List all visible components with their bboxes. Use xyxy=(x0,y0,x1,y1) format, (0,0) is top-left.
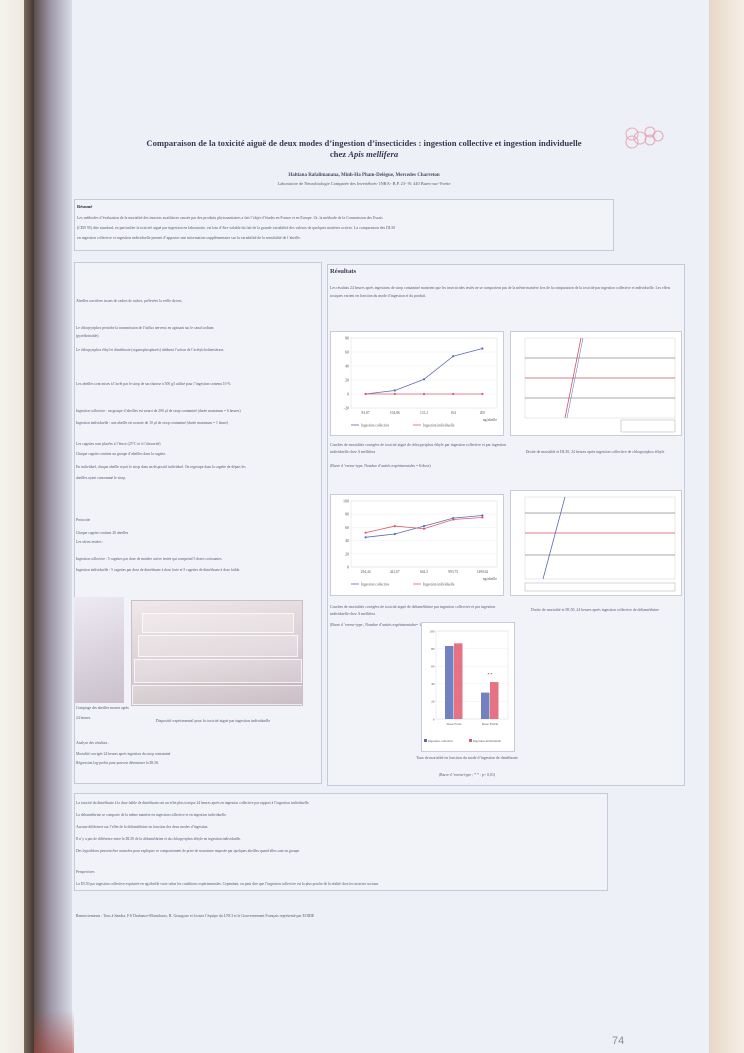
x-tick-label: 441,67 xyxy=(389,570,400,574)
analysis-line: Mortalité corrigée 24 heures après ingestion du sirop contaminé xyxy=(76,752,171,756)
abstract-label: Résumé xyxy=(77,204,93,209)
conclusion-line: Aucune différence sur l’effet de la deltaméthrine en fonction des deux modes d’ingestion. xyxy=(76,825,209,829)
y-tick-label: 80 xyxy=(345,511,349,517)
abstract-line: Les méthodes d’évaluation de la mortalité des insectes auxiliaires causée par des produits phytosanitaires a fait l’objet d’études en France et en Europe. Or, la méthode de la Commission des Essais xyxy=(77,216,383,220)
methods-line: Abeilles ouvrières issues de cadres de ruches, prélevées la veille du test. xyxy=(76,299,183,303)
legend-swatch xyxy=(469,739,472,742)
methods-line: Les abeilles sont mises à l’arrêt par le sirop de saccharose à 500 g/l utilisé pour l’ingestion contenu 10 % xyxy=(76,382,231,386)
right-page-edge xyxy=(709,0,744,1053)
title-line1: Comparaison de la toxicité aiguë de deux modes d’ingestion d’insecticides : ingestion collective et ingestion individuelle xyxy=(146,138,582,148)
y-tick-label: 0 xyxy=(347,391,349,397)
bar xyxy=(481,693,490,719)
methods-line: abeilles ayant consommé le sirop. xyxy=(76,476,126,480)
laboratory: Laboratoire de Neurobiologie Comparée des Invertébrés- INRA- B.P. 23- 91 440 Bures-sur-Yvette xyxy=(277,181,451,186)
methods-line: Ingestion individuelle : une abeille est nourrie de 10 µl de sirop contaminé (durée maximum = 1 heure) xyxy=(76,421,229,425)
data-point xyxy=(423,525,425,527)
legend-label: Ingestion collective xyxy=(361,423,390,428)
data-point xyxy=(394,389,396,391)
abstract-line: en ingestion collective et ingestion individuelle permet d’apporter une information supplémentaire sur la variabilité de la sensibilité de l’abeille. xyxy=(77,236,301,240)
analysis-line: 24 heures. xyxy=(76,716,92,720)
y-tick-label: 100 xyxy=(429,629,435,634)
data-point xyxy=(481,516,483,518)
conclusion-box xyxy=(74,793,608,891)
data-point xyxy=(423,528,425,530)
analysis-line: Comptage des abeilles mortes après xyxy=(76,706,129,710)
y-tick-label: 80 xyxy=(431,646,435,651)
title-line2: chez xyxy=(329,149,349,159)
y-tick-label: -20 xyxy=(343,405,349,411)
bar xyxy=(445,646,454,719)
x-tick-label: 662,5 xyxy=(419,570,429,574)
y-tick-label: 40 xyxy=(345,538,349,544)
data-point xyxy=(394,393,396,395)
page-gutter xyxy=(34,0,74,1053)
x-tick-label: 164 xyxy=(450,411,456,415)
authors: Haltiana Rafalimanana, Minh-Ha Pham-Delègue, Mercedes Charreton xyxy=(288,173,440,178)
chlorpyriphos-regression-chart xyxy=(510,331,682,436)
y-tick-label: 40 xyxy=(345,363,349,369)
regression2-caption: Droite de mortalité et DL50, 24 heures après ingestion collective de deltaméthrine xyxy=(531,608,659,612)
poster-title xyxy=(84,138,644,160)
methods-line: Chaque cagette contient un groupe d’abeilles dans la cagette. xyxy=(76,452,166,456)
methods-line: (pyréthrinoïde). xyxy=(76,334,100,338)
legend-label: Ingestion individuelle xyxy=(423,582,455,587)
chart1-caption: Courbes de mortalités corrigées de toxicité aiguë de chlorpyriphos éthyle par ingestion collective et par ingestion individuelle chez A mellifera xyxy=(330,443,506,454)
x-tick-label: 131,2 xyxy=(419,411,429,415)
page-number: 74 xyxy=(612,1035,625,1047)
chlorpyriphos-mortality-chart xyxy=(330,331,504,436)
chart2-caption-note: (Barre d ’erreur-type , Nombre d’unités expérimentales= 12/dose) xyxy=(330,623,433,627)
deltamethrin-regression-chart xyxy=(510,490,682,596)
regression1-caption: Droite de mortalité et DL50, 24 heures après ingestion collective de chlorpyriphos éthyle xyxy=(525,450,665,454)
x-tick-label: 294,44 xyxy=(360,570,371,574)
methods-line: En individuel, chaque abeille reçoit le sirop dans un dispositif individuel. On regroupe dans la cagette de départ les xyxy=(76,465,246,469)
abstract-line: (CEB 95) dite standard, en particulier la toxicité aiguë par ingestion en laboratoire, est loin d’être valable du fait de la grande variabilité des valeurs de quelques matières actives. La comparaison des DL50 xyxy=(77,226,396,230)
y-tick-label: 60 xyxy=(345,524,349,530)
data-point xyxy=(394,533,396,535)
methods-line: Les cagettes sont placées à l’étuve (25°C et à l’obscurité) xyxy=(76,442,161,446)
deltamethrin-mortality-chart xyxy=(330,494,504,596)
chart1-caption-note: (Barre d ’erreur-type, Nombre d’unités expérimentales = 6/dose) xyxy=(330,464,431,468)
legend-label: Ingestion collective xyxy=(361,582,390,587)
conclusion-line: La deltaméthrine se comporte de la même manière en ingestion collective et en ingestion individuelle. xyxy=(76,813,227,817)
data-point xyxy=(423,378,425,380)
legend-label: Ingestion individuelle xyxy=(473,739,501,743)
page-corner-shadow xyxy=(34,1010,74,1053)
dimethoate-mortality-bar-chart xyxy=(421,622,515,752)
conclusion-line: La DL50 par ingestion collective exprimée en ng/abeille varie selon les conditions expérimentales. Cependant, on peut dire que l’ingestion collective est la plus proche de la réalité chez les insectes sociaux. xyxy=(76,882,380,886)
y-tick-label: 20 xyxy=(431,699,435,704)
data-point xyxy=(481,514,483,516)
methods-line: Le chlorpyriphos perturbe la transmission de l’influx nerveux en agissant sur le canal sodium xyxy=(76,326,214,330)
conclusion-line: Il n’y a pas de différence entre la DL50 de la deltaméthrine et du chlorpyriphos éthyle en ingestion individuelle. xyxy=(76,837,242,841)
photo-caption: Dispositif expérimental pour la toxicité aiguë par ingestion individuelle xyxy=(155,718,271,723)
x-tick-label: 993,75 xyxy=(448,570,459,574)
bee-logo-icon xyxy=(620,124,672,154)
x-tick-label: 205 xyxy=(479,411,486,415)
conclusion-line: Perspectives xyxy=(76,870,95,874)
chart2-caption: Courbes de mortalités corrigées de toxicité aiguë de deltaméthrine par ingestion collective et par ingestion individuelle chez A mellifera xyxy=(330,605,496,616)
data-point xyxy=(365,532,367,534)
title-species: Apis mellifera xyxy=(348,149,399,159)
legend-label: Ingestion collective xyxy=(428,739,454,743)
y-tick-label: 40 xyxy=(431,682,435,687)
bar xyxy=(490,682,499,719)
bar xyxy=(454,643,463,719)
chart3-caption: Taux de mortalité en fonction du mode d’ingestion de diméthoate xyxy=(416,756,518,760)
methods-line: Chaque cagette contient 20 abeilles xyxy=(76,531,129,535)
y-tick-label: 0 xyxy=(432,717,435,722)
x-tick-label: 83,87 xyxy=(361,411,370,415)
plot-area xyxy=(351,338,497,408)
analysis-line: Régression log-probit pour pouvoir déterminer la DL50. xyxy=(76,761,160,765)
y-tick-label: 20 xyxy=(345,551,349,557)
data-point xyxy=(365,393,367,395)
data-point xyxy=(423,393,425,395)
data-point xyxy=(394,525,396,527)
methods-line: Ingestion individuelle : 5 cagettes par dose de diméthoate à dose forte et 5 cagettes de diméthoate à dose faible. xyxy=(76,568,241,572)
data-point xyxy=(452,393,454,395)
y-tick-label: 100 xyxy=(343,498,349,504)
results-text: Les résultats 24 heures après ingestions de sirop contaminé montrent que les insecticides testés ne se comportent pas de la même manière lors de la comparaison de la toxicité par ingestion collective et individuelle. Les effets toxiques varient en fonction du mode d’ingestion et du produit. xyxy=(330,286,671,299)
abstract-box xyxy=(74,199,614,251)
x-tick-label: Dose Faible xyxy=(481,722,499,726)
methods-line: Les séries testées : xyxy=(76,540,104,544)
experimental-setup-photo xyxy=(131,600,303,706)
methods-line: Ingestion collective : un groupe d’abeilles est nourri de 200 µl de sirop contaminé (durée maximum = 6 heures) xyxy=(76,409,241,413)
y-tick-label: 60 xyxy=(345,349,349,355)
x-tick-label: 1490,62 xyxy=(476,570,489,574)
x-tick-label: Dose Forte xyxy=(446,722,462,726)
data-point xyxy=(481,393,483,395)
abstract-text xyxy=(77,213,607,243)
conclusion-line: La toxicité du diméthoate à la dose faible de diméthoate ont un effet plus toxique 24 heures après en ingestion collective par rapport à l’ingestion individuelle. xyxy=(76,801,310,805)
chart3-caption-note: (Barre d ’erreur-type ; * * : p< 0,01) xyxy=(438,773,496,777)
methods-line: Le chlorpyriphos éthyl et diméthoate (organophosphorés) inhibent l’action de l’acétylcholinestérase. xyxy=(76,348,225,352)
x-tick-label: 104,86 xyxy=(389,411,400,415)
y-tick-label: 60 xyxy=(431,664,435,669)
x-axis-label: ng/abeille xyxy=(482,577,497,581)
data-point xyxy=(365,536,367,538)
data-point xyxy=(452,355,454,357)
legend-swatch xyxy=(424,739,427,742)
y-tick-label: 20 xyxy=(345,377,349,383)
plot-area xyxy=(351,501,497,567)
x-axis-label: ng/abeille xyxy=(482,418,497,422)
y-tick-label: 0 xyxy=(347,564,349,570)
conclusion-line: Des hypothèses peuvent être avancées pour expliquer ce comportement de prise de nourriture imposée par quelques abeilles quand elles sont en groupe. xyxy=(76,849,301,853)
setup-photo-fragment xyxy=(74,597,124,703)
y-tick-label: 80 xyxy=(345,335,349,341)
data-point xyxy=(452,518,454,520)
legend-label: Ingestion individuelle xyxy=(423,423,455,428)
data-point xyxy=(481,347,483,349)
acknowledgements: Remerciements : Tous à Sandra, F.S Drabance-Montchaux, R. Gourgoue et à toute l’équipe du LNCI et le Gouvernement Français représenté par EOIDE xyxy=(76,914,315,918)
analysis-line: Analyse des résultats : xyxy=(76,741,110,745)
results-title: Résultats xyxy=(330,268,357,275)
methods-line: Ingestion collective : 5 cagettes par dose de matière active testée qui comprend 5 doses croissantes. xyxy=(76,557,223,561)
methods-line: Protocole xyxy=(76,518,91,522)
significance-annotation: * * xyxy=(487,672,493,678)
